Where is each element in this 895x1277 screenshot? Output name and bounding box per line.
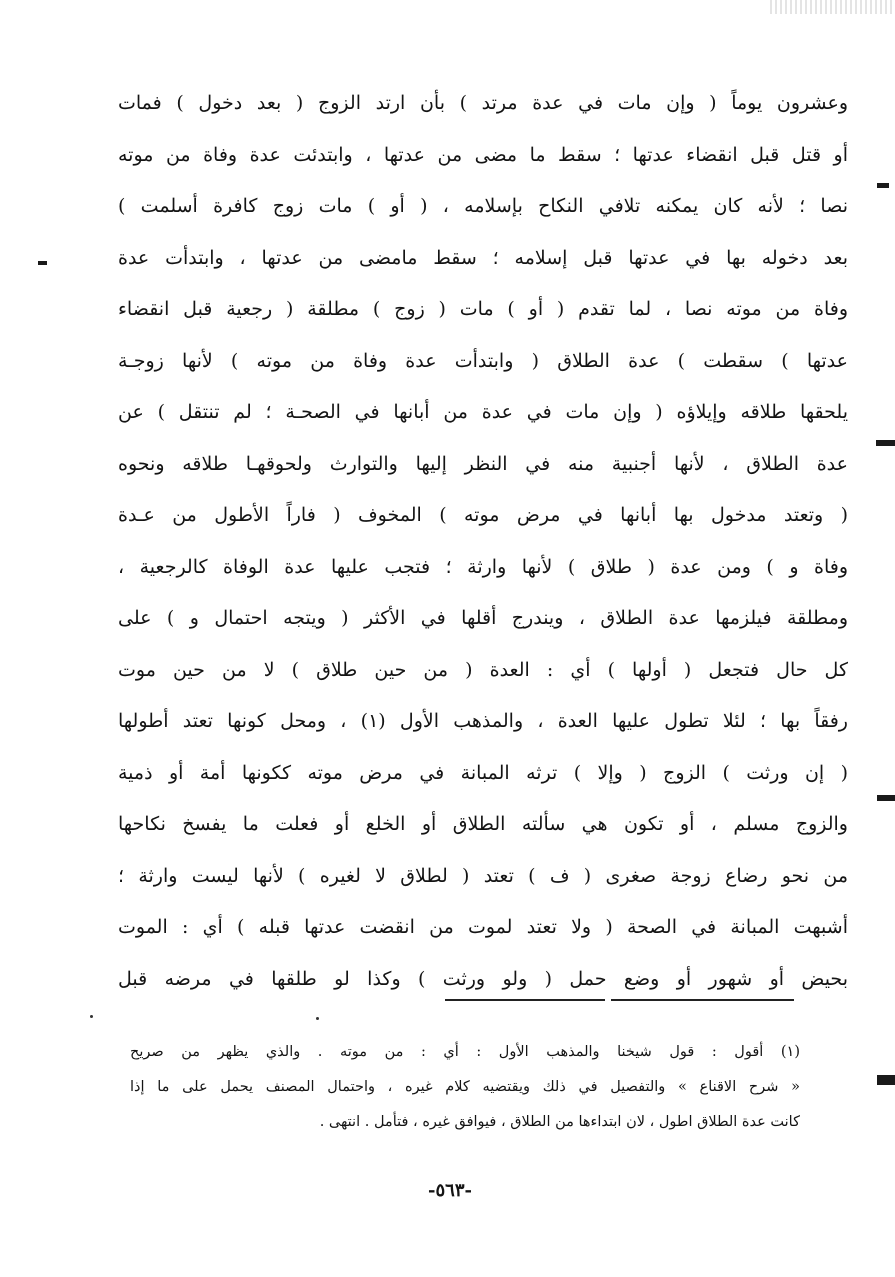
text-line: والزوج مسلم ، أو تكون هي سألته الطلاق أو الخلع أو فعلت ما يفسخ نكاحها: [118, 813, 848, 835]
margin-mark: [877, 1075, 895, 1085]
text-line: يلحقها طلاقه وإيلاؤه ( وإن مات في عدة من أبانها في الصحـة ؛ لم تنتقل ) عن: [118, 401, 848, 423]
margin-mark: [877, 795, 895, 801]
scan-speck: [90, 1015, 93, 1018]
margin-mark: [876, 440, 895, 446]
text-line: ( إن ورثت ) الزوج ( وإلا ) ترثه المبانة في مرض موته ككونها أمة أو ذمية: [118, 761, 848, 784]
text-line: أشبهت المبانة في الصحة ( ولا تعتد لموت من انقضت عدتها قبله ) أي : الموت: [118, 916, 848, 938]
footnote-separator-left: [445, 999, 605, 1001]
footnote-line: كانت عدة الطلاق اطول ، لان ابتداءها من الطلاق ، فيوافق غيره ، فتأمل . انتهى .: [319, 1114, 800, 1130]
text-line: ومطلقة فيلزمها عدة الطلاق ، ويندرج أقلها في الأكثر ( ويتجه احتمال و ) على: [118, 607, 848, 629]
text-line: كل حال فتجعل ( أولها ) أي : العدة ( من حين طلاق ) لا من حين موت: [118, 658, 848, 681]
text-line: بعد دخوله بها في عدتها قبل إسلامه ؛ سقط مامضى من عدتها ، وابتدأت عدة: [118, 246, 848, 269]
page-number: -٥٦٣-: [428, 1180, 472, 1201]
text-line: وفاة و ) ومن عدة ( طلاق ) لأنها وارثة ؛ فتجب عليها عدة الوفاة كالرجعية ،: [118, 555, 848, 578]
text-line: بحيض أو شهور أو وضع حمل ( ولو ورثت ) وكذا لو طلقها في مرضه قبل: [118, 967, 848, 990]
text-line: عدة الطلاق ، لأنها أجنبية منه في النظر إليها والتوارث ولحوقهـا طلاقه ونحوه: [118, 452, 848, 475]
footnote-line: « شرح الاقناع » والتفصيل في ذلك ويقتضيه كلام غيره ، واحتمال المصنف يحمل على ما إذا: [130, 1079, 800, 1095]
text-line: وفاة من موته نصا ، لما تقدم ( أو ) مات ( زوج ) مطلقة ( رجعية قبل انقضاء: [118, 298, 848, 320]
scan-noise: [770, 0, 895, 14]
margin-mark: [877, 183, 889, 188]
text-line: وعشرون يوماً ( وإن مات في عدة مرتد ) بأن ارتد الزوج ( بعد دخول ) فمات: [118, 92, 848, 114]
main-text: [118, 78, 848, 1005]
footnotes: [130, 1035, 800, 1140]
text-line: عدتها ) سقطت ) عدة الطلاق ( وابتدأت عدة وفاة من موته ) لأنها زوجـة: [118, 349, 848, 372]
text-line: ( وتعتد مدخول بها أبانها في مرض موته ) المخوف ( فاراً الأطول من عـدة: [118, 504, 848, 526]
text-line: نصا ؛ لأنه كان يمكنه تلافي النكاح بإسلامه ، ( أو ) مات زوج كافرة أسلمت ): [118, 195, 848, 217]
footnote-line: (١) أقول : قول شيخنا والمذهب الأول : أي : من موته . والذي يظهر من صريح: [130, 1044, 800, 1060]
margin-mark: [38, 261, 47, 265]
footnote-separator-right: [611, 999, 794, 1001]
text-line: أو قتل قبل انقضاء عدتها ؛ سقط ما مضى من عدتها ، وابتدئت عدة وفاة من موته: [118, 143, 848, 166]
text-line: من نحو رضاع زوجة صغرى ( ف ) تعتد ( لطلاق لا لغيره ) لأنها ليست وارثة ؛: [118, 864, 848, 887]
scan-speck: [316, 1017, 319, 1020]
text-line: رفقاً بها ؛ لئلا تطول عليها العدة ، والمذهب الأول (١) ، ومحل كونها تعتد أطولها: [118, 710, 848, 732]
